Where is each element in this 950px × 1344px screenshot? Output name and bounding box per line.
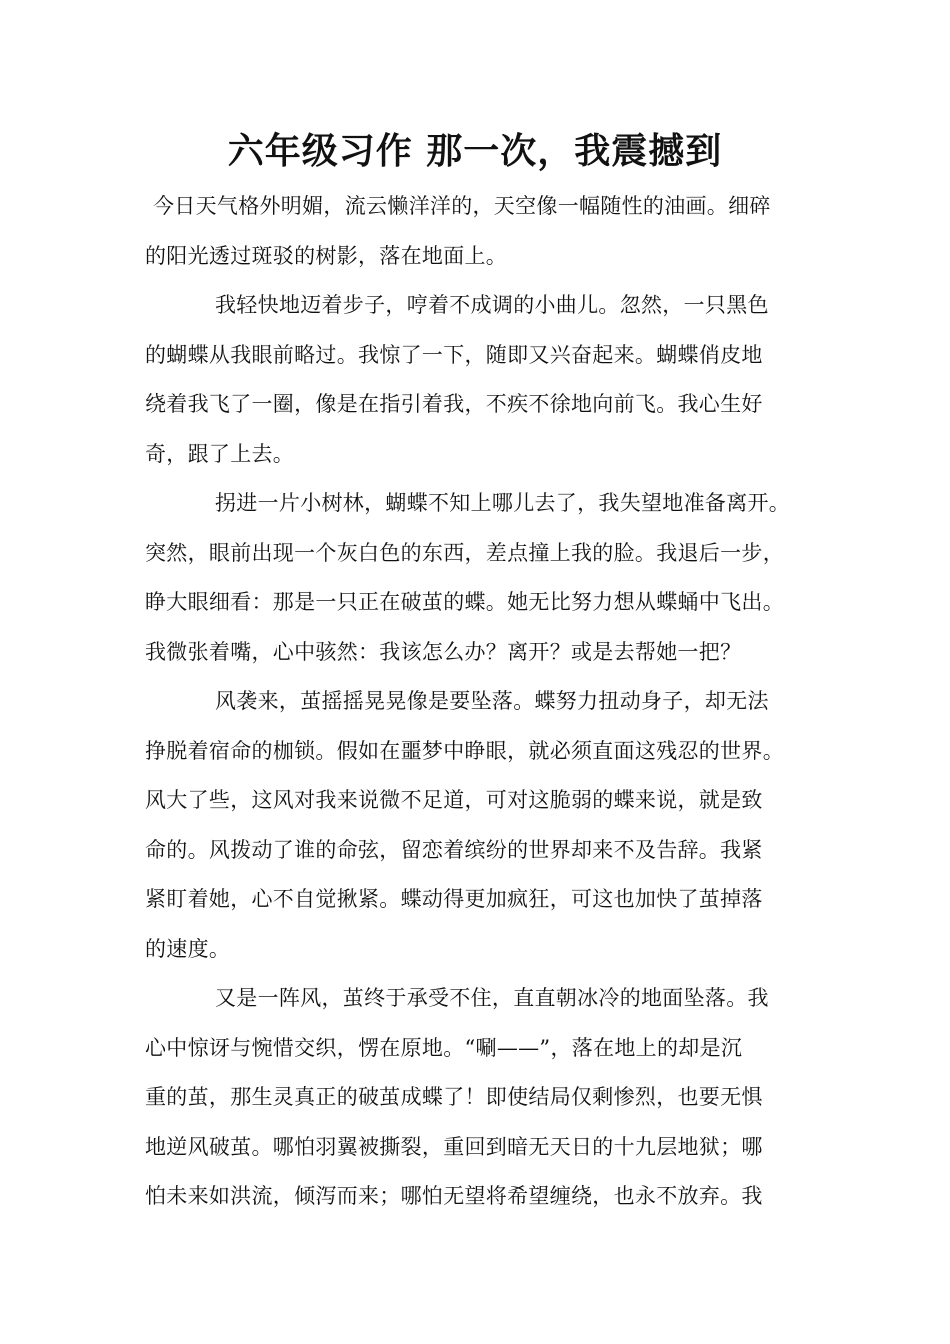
text-line: 风袭来，茧摇摇晃晃像是要坠落。蝶努力扭动身子，却无法	[215, 689, 769, 713]
text-line: 心中惊讶与惋惜交织，愣在原地。“唰——”，落在地上的却是沉	[145, 1035, 743, 1060]
text-line: 重的茧，那生灵真正的破茧成蝶了！即使结局仅剩惨烈，也要无惧	[145, 1085, 763, 1109]
text-line: 我轻快地迈着步子，哼着不成调的小曲儿。忽然，一只黑色	[215, 293, 769, 317]
text-line: 又是一阵风，茧终于承受不住，直直朝冰冷的地面坠落。我	[215, 986, 769, 1010]
text-line: 的速度。	[145, 936, 231, 961]
text-line: 突然，眼前出现一个灰白色的东西，差点撞上我的脸。我退后一步，	[145, 540, 784, 565]
text-line: 风大了些，这风对我来说微不足道，可对这脆弱的蝶来说，就是致	[145, 788, 763, 812]
essay-body	[145, 182, 807, 1222]
text-line: 紧盯着她，心不自觉揪紧。蝶动得更加疯狂，可这也加快了茧掉落	[145, 887, 763, 911]
text-line: 绕着我飞了一圈，像是在指引着我，不疾不徐地向前飞。我心生好	[145, 392, 763, 416]
text-line: 地逆风破茧。哪怕羽翼被撕裂，重回到暗无天日的十九层地狱；哪	[145, 1134, 763, 1159]
text-line: 奇，跟了上去。	[145, 441, 295, 466]
text-line: 今日天气格外明媚，流云懒洋洋的，天空像一幅随性的油画。细碎	[153, 194, 771, 218]
text-line: 睁大眼细看：那是一只正在破茧的蝶。她无比努力想从蝶蛹中飞出。	[145, 590, 784, 614]
text-line: 挣脱着宿命的枷锁。假如在噩梦中睁眼，就必须直面这残忍的世界。	[145, 738, 784, 763]
text-line: 怕未来如洪流，倾泻而来；哪怕无望将希望缠绕，也永不放弃。我	[145, 1184, 763, 1208]
text-line: 我微张着嘴，心中骇然：我该怎么办？离开？或是去帮她一把？	[145, 639, 742, 664]
page-title: 六年级习作 那一次，我震撼到	[227, 131, 723, 172]
text-line: 的阳光透过斑驳的树影，落在地面上。	[145, 243, 508, 268]
text-line: 拐进一片小树林，蝴蝶不知上哪儿去了，我失望地准备离开。	[215, 491, 791, 515]
text-line: 命的。风拨动了谁的命弦，留恋着缤纷的世界却来不及告辞。我紧	[145, 837, 763, 862]
text-line: 的蝴蝶从我眼前略过。我惊了一下，随即又兴奋起来。蝴蝶俏皮地	[145, 342, 763, 367]
